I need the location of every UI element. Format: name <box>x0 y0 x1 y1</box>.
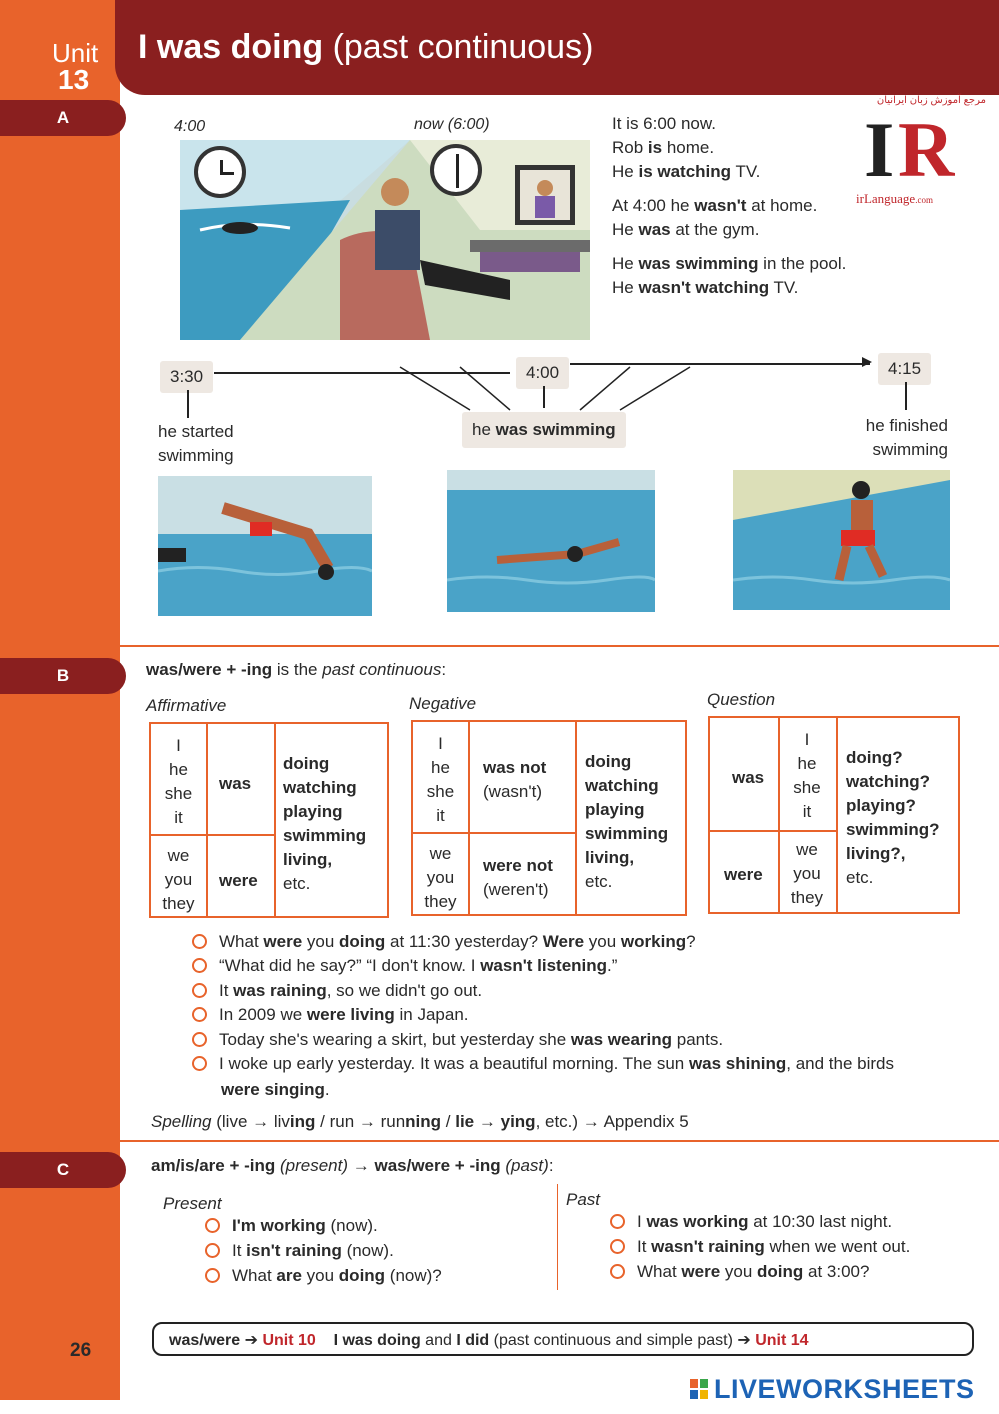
text-segment: (live → liv <box>211 1112 290 1131</box>
column-divider <box>557 1184 558 1290</box>
text-segment: working <box>620 932 687 951</box>
example-row <box>205 1241 394 1261</box>
negative-table <box>411 720 687 916</box>
text-segment: was/were + -ing <box>374 1156 501 1175</box>
checkbox-circle[interactable] <box>192 983 207 998</box>
text-segment: It <box>232 1241 247 1260</box>
unit-label: Unit <box>52 38 99 68</box>
unit-number: 13 <box>58 64 90 95</box>
diving-image <box>158 476 372 616</box>
page-title <box>138 28 593 67</box>
text-segment: → <box>474 1112 501 1131</box>
text-segment: What <box>637 1262 682 1281</box>
text-segment: / run → run <box>315 1112 406 1131</box>
swimming-image <box>447 470 655 612</box>
a-line: Rob is home. <box>612 138 715 157</box>
clock-icon <box>194 146 246 198</box>
question-table <box>708 716 960 914</box>
title-sub: (past continuous) <box>332 28 594 66</box>
text-segment: you <box>720 1262 758 1281</box>
subject-list: I he she it <box>164 736 193 827</box>
section-divider <box>120 645 999 647</box>
a-line: He is watching TV. <box>612 162 761 181</box>
section-tab-c: C <box>0 1152 126 1188</box>
affirmative-heading: Affirmative <box>146 696 227 715</box>
text-segment: (now)? <box>385 1266 442 1285</box>
text-segment: lie <box>455 1112 475 1131</box>
text-segment: : <box>548 1156 554 1175</box>
text-segment: you <box>301 1266 339 1285</box>
text-segment: ning <box>405 1112 442 1131</box>
text-segment: (now). <box>341 1241 394 1260</box>
text-segment: in Japan. <box>394 1005 469 1025</box>
checkbox-circle[interactable] <box>192 958 207 973</box>
tick <box>187 390 189 418</box>
liveworksheets-logo-icon <box>690 1377 710 1401</box>
text-segment: was wearing <box>570 1029 673 1049</box>
affirmative-table <box>149 722 389 918</box>
subject-list: we you they <box>162 846 195 913</box>
text-segment: doing <box>339 932 386 951</box>
text-segment: I <box>637 1212 647 1231</box>
text-segment: (present) <box>279 1156 349 1175</box>
text-segment: at 3:00? <box>803 1262 870 1281</box>
title-main: I was doing <box>138 28 324 66</box>
clock-left-label: 4:00 <box>174 118 206 135</box>
checkbox-circle[interactable] <box>205 1268 220 1283</box>
checkbox-circle[interactable] <box>610 1239 625 1254</box>
checkbox-circle[interactable] <box>205 1243 220 1258</box>
a-line: He wasn't watching TV. <box>612 278 799 297</box>
checkbox-circle[interactable] <box>192 1056 207 1071</box>
unit-10-link[interactable]: Unit 10 <box>262 1332 316 1349</box>
irlanguage-logo: مرجع آموزش زبان ایرانیان I R irLanguage.com <box>856 95 986 206</box>
start-caption: he started swimming <box>158 422 234 465</box>
text-segment: , so we didn't go out. <box>326 980 483 1000</box>
text-segment: Today she's wearing a skirt, but yesterday she <box>219 1029 571 1049</box>
end-caption: he finished swimming <box>865 416 948 459</box>
text-segment: (past) <box>505 1156 549 1175</box>
ing-forms: doing watching playing swimming living, etc. <box>283 754 367 893</box>
negative-heading: Negative <box>409 694 477 713</box>
text-segment: are <box>276 1266 302 1285</box>
left-margin-bar <box>0 0 120 1400</box>
arrow-icon <box>862 357 872 367</box>
checkbox-circle[interactable] <box>610 1264 625 1279</box>
subject-list: I he she it <box>426 734 455 825</box>
verb-was: was <box>219 774 252 793</box>
text-segment: at 11:30 yesterday? <box>385 932 543 951</box>
verb-was-not: was not (wasn't) <box>483 758 547 801</box>
time-415: 4:15 <box>878 353 931 385</box>
text-segment: were <box>681 1262 721 1281</box>
scene-illustration <box>180 140 590 340</box>
text-segment: In 2009 we <box>219 1005 307 1025</box>
question-heading: Question <box>707 690 776 709</box>
unit-14-link[interactable]: Unit 14 <box>755 1332 809 1349</box>
text-segment: wasn't listening <box>480 956 608 976</box>
cross-reference-bar: was/were ➔ Unit 10 I was doing and I did (past continuous and simple past) ➔ Unit 14 <box>152 1322 974 1356</box>
text-segment: Spelling <box>151 1112 212 1131</box>
text-segment: isn't raining <box>246 1241 342 1260</box>
svg-text:I: I <box>864 106 895 186</box>
svg-text:R: R <box>898 106 955 186</box>
text-segment: (now). <box>325 1216 378 1235</box>
b-intro: was/were + -ing is the past continuous: <box>146 660 447 679</box>
text-segment: ing <box>289 1112 316 1131</box>
text-segment: was raining <box>233 980 327 1000</box>
example-continuation: were singing. <box>221 1080 330 1099</box>
timeline-fan <box>390 365 700 415</box>
text-segment: .” <box>607 956 618 976</box>
text-segment: at 10:30 last night. <box>748 1212 893 1231</box>
middle-caption: he was swimming <box>462 412 626 448</box>
clock-right-label: now (6:00) <box>414 116 490 133</box>
example-row <box>192 932 696 952</box>
text-segment: ing <box>510 1112 536 1131</box>
finished-image <box>733 470 950 610</box>
text-segment: It <box>637 1237 652 1256</box>
text-segment: was working <box>646 1212 749 1231</box>
a-line: It is 6:00 now. <box>612 114 716 133</box>
text-segment: What <box>219 932 264 951</box>
example-row <box>192 956 617 976</box>
text-segment: when we went out. <box>764 1237 911 1256</box>
tick <box>905 382 907 410</box>
ing-forms: doing watching playing swimming living, etc. <box>585 752 669 891</box>
section-tab-a: A <box>0 100 126 136</box>
text-segment: am/is/are + -ing <box>151 1156 276 1175</box>
text-segment: → <box>348 1156 375 1175</box>
text-segment: , and the birds <box>786 1054 894 1073</box>
subject-list: we you they <box>790 840 824 907</box>
clock-icon <box>430 144 482 196</box>
c-intro <box>151 1156 554 1176</box>
text-segment: doing <box>757 1262 804 1281</box>
page-number: 26 <box>70 1340 92 1361</box>
example-row <box>205 1216 378 1236</box>
example-row <box>192 1005 469 1025</box>
checkbox-circle[interactable] <box>192 1032 207 1047</box>
checkbox-circle[interactable] <box>610 1214 625 1229</box>
verb-were: were <box>724 865 763 884</box>
text-segment: “What did he say?” “I don't know. I <box>219 956 481 976</box>
subject-list: we you they <box>424 844 457 911</box>
section-tab-b: B <box>0 658 126 694</box>
text-segment: I'm working <box>232 1216 326 1235</box>
a-line: He was at the gym. <box>612 220 760 239</box>
time-400: 4:00 <box>516 357 569 389</box>
verb-were: were <box>219 871 258 890</box>
text-segment: / <box>441 1112 456 1131</box>
text-segment: were <box>263 932 303 951</box>
checkbox-circle[interactable] <box>192 1007 207 1022</box>
text-segment: you <box>302 932 340 951</box>
example-row <box>610 1212 892 1232</box>
checkbox-circle[interactable] <box>192 934 207 949</box>
text-segment: y <box>500 1112 511 1131</box>
example-row <box>192 1054 894 1074</box>
text-segment: , etc.) → Appendix 5 <box>535 1112 689 1131</box>
text-segment: doing <box>338 1266 386 1285</box>
example-row <box>610 1237 910 1257</box>
section-divider <box>120 1140 999 1142</box>
present-heading: Present <box>163 1194 222 1213</box>
text-segment: were living <box>306 1005 395 1025</box>
text-segment: I woke up early yesterday. It was a beautiful morning. The sun <box>219 1054 689 1073</box>
example-row <box>192 1030 723 1050</box>
spelling-note <box>151 1112 689 1132</box>
ing-forms: doing? watching? playing? swimming? living?, etc. <box>846 748 940 887</box>
a-line: He was swimming in the pool. <box>612 254 847 273</box>
example-row <box>192 981 482 1001</box>
example-row <box>610 1262 869 1282</box>
text-segment: It <box>219 980 234 1000</box>
text-segment: you <box>584 932 621 951</box>
text-segment: Were <box>542 932 585 951</box>
liveworksheets-watermark[interactable]: LIVEWORKSHEETS <box>714 1374 975 1404</box>
checkbox-circle[interactable] <box>205 1218 220 1233</box>
a-text-block <box>612 112 846 300</box>
past-heading: Past <box>566 1190 601 1209</box>
example-row <box>205 1266 442 1286</box>
text-segment: What <box>232 1266 277 1285</box>
text-segment: was shining <box>688 1054 787 1073</box>
text-segment: wasn't raining <box>651 1237 765 1256</box>
time-330: 3:30 <box>160 361 213 393</box>
verb-was: was <box>732 768 765 787</box>
a-line: At 4:00 he wasn't at home. <box>612 196 818 215</box>
subject-list: I he she it <box>793 730 821 821</box>
text-segment: pants. <box>672 1029 724 1049</box>
text-segment: ? <box>686 932 696 951</box>
verb-were-not: were not (weren't) <box>483 856 553 899</box>
